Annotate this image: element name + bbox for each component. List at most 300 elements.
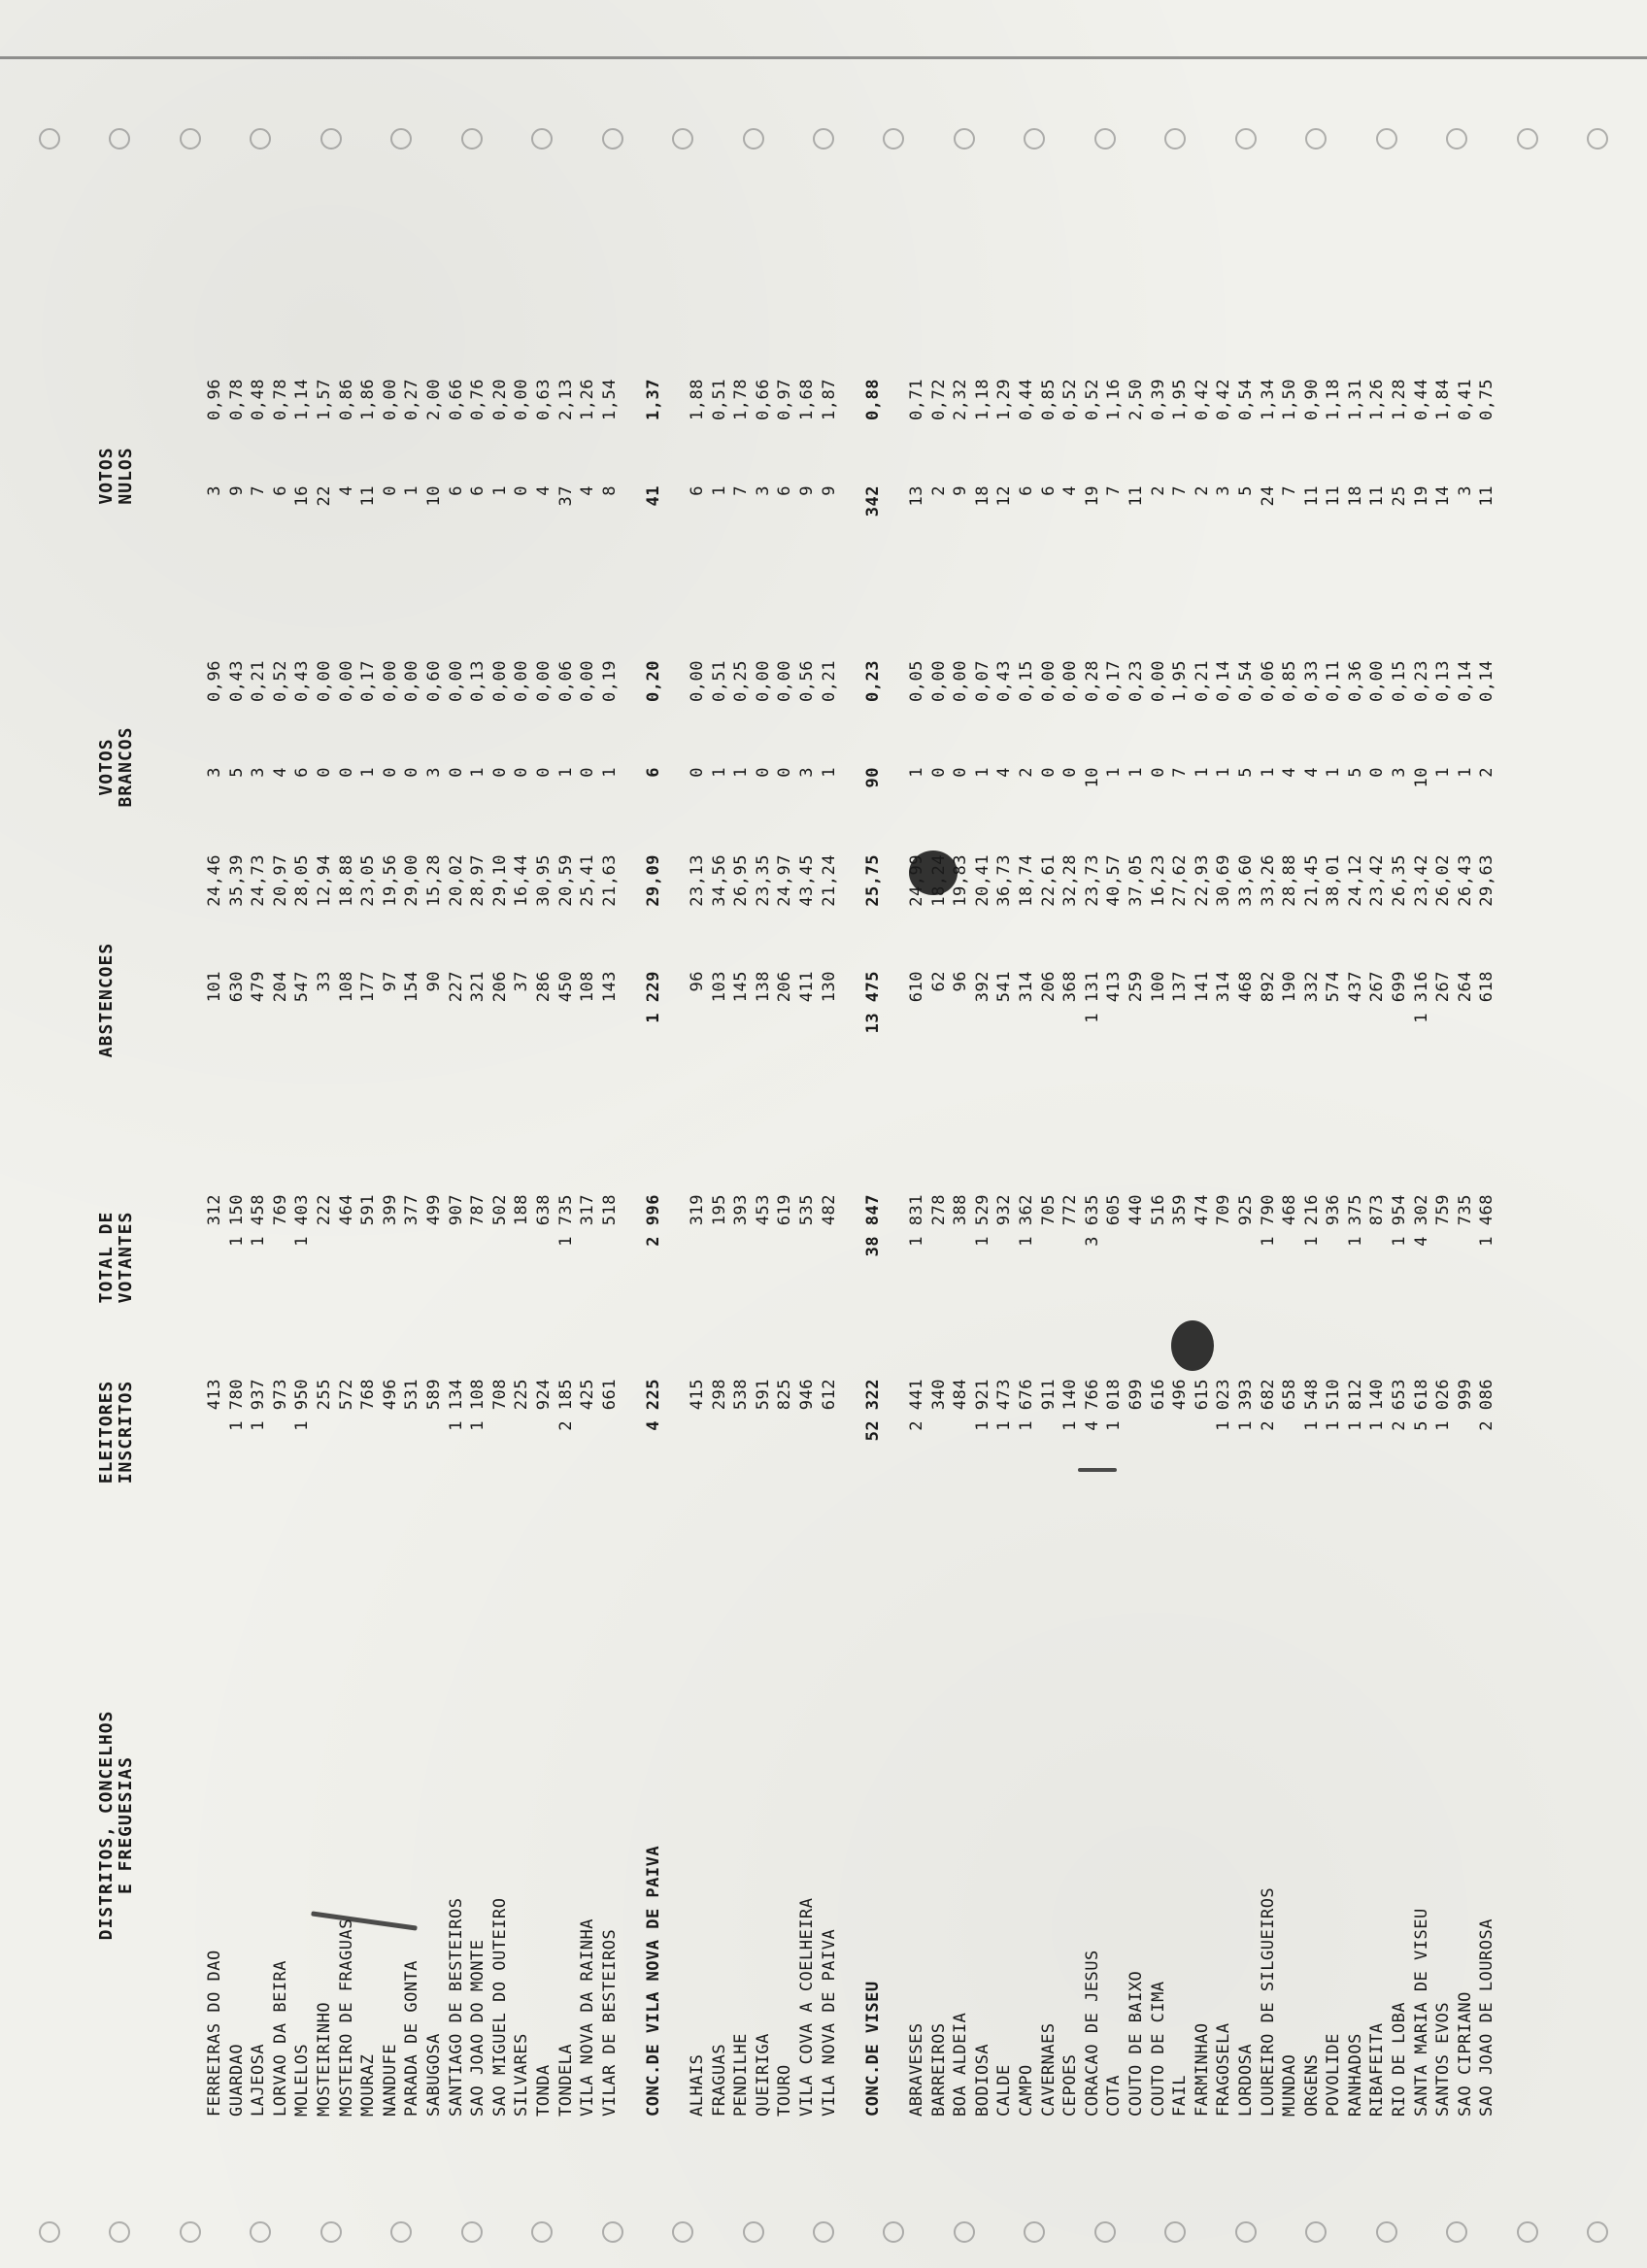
blank-votes-percent: 0,13 [468,660,488,702]
blank-votes: 0 [533,767,554,778]
table-row [906,175,928,2117]
parish-name: CONC.DE VILA NOVA DE PAIVA [643,1845,663,2117]
rotated-table [97,155,1554,2155]
total-voters: 4 302 [1411,1194,1431,1247]
parish-name: CAMPO [1016,2064,1036,2117]
total-voters: 907 [446,1194,466,1226]
abstentions: 547 [292,971,313,1003]
null-votes: 4 [1060,485,1081,496]
blank-votes: 6 [643,767,663,778]
abstentions-percent: 24,46 [205,854,224,907]
blank-votes-percent: 0,60 [423,660,444,702]
null-votes: 7 [249,485,269,496]
table-row [1476,175,1498,2117]
blank-votes-percent: 0,00 [1060,660,1081,702]
table-row [1235,175,1258,2117]
registered-voters: 2 682 [1258,1379,1278,1431]
null-votes: 25 [1390,485,1410,507]
blank-votes: 3 [1390,767,1410,778]
null-votes-percent: 0,88 [862,379,883,420]
abstentions-percent: 26,02 [1433,854,1454,907]
null-votes: 2 [928,485,949,496]
parish-name: CAVERNAES [1038,2022,1059,2117]
blank-votes-percent: 0,56 [797,660,818,702]
tractor-feed-holes-top [39,128,1608,150]
blank-votes-percent: 0,85 [1280,660,1300,702]
abstentions-percent: 37,05 [1126,854,1146,907]
null-votes: 2 [1192,485,1212,496]
parish-name: MOSTEIRO DE FRAGUAS [336,1918,356,2117]
registered-voters: 538 [731,1379,752,1411]
total-voters: 222 [314,1194,334,1226]
registered-voters: 415 [688,1379,708,1411]
registered-voters: 1 950 [292,1379,313,1431]
table-row [226,175,249,2117]
null-votes: 4 [336,485,356,496]
blank-votes-percent: 0,05 [907,660,926,702]
null-votes: 4 [533,485,554,496]
registered-voters: 2 441 [907,1379,926,1431]
null-votes: 0 [512,485,532,496]
blank-votes: 0 [489,767,510,778]
null-votes-percent: 0,63 [533,379,554,420]
parish-name: MOURAZ [358,2053,379,2117]
blank-votes-percent: 0,43 [226,660,247,702]
abstentions: 314 [1016,971,1036,1003]
abstentions-percent: 26,43 [1455,854,1475,907]
header-blank-votes: VOTOS BRANCOS [96,726,136,808]
null-votes: 6 [1038,485,1059,496]
total-voters: 453 [753,1194,773,1226]
registered-voters: 1 676 [1016,1379,1036,1431]
abstentions-percent: 22,93 [1192,854,1212,907]
abstentions: 437 [1345,971,1365,1003]
blank-votes-percent: 0,14 [1214,660,1234,702]
total-voters: 769 [270,1194,290,1226]
total-voters: 464 [336,1194,356,1226]
registered-voters: 1 921 [972,1379,992,1431]
null-votes: 7 [1280,485,1300,496]
total-voters: 709 [1214,1194,1234,1226]
null-votes-percent: 0,71 [907,379,926,420]
total-voters: 1 735 [555,1194,576,1247]
null-votes: 37 [555,485,576,507]
parish-name: RANHADOS [1345,2033,1365,2117]
null-votes: 18 [972,485,992,507]
total-voters: 1 529 [972,1194,992,1247]
abstentions: 190 [1280,971,1300,1003]
total-voters: 482 [819,1194,839,1226]
parish-name: GUARDAO [226,2043,247,2117]
null-votes: 6 [775,485,795,496]
null-votes: 6 [688,485,708,496]
abstentions-percent: 22,61 [1038,854,1059,907]
null-votes-percent: 0,78 [226,379,247,420]
abstentions: 286 [533,971,554,1003]
parish-name: FARMINHAO [1192,2022,1212,2117]
parish-name: SANTA MARIA DE VISEU [1411,1908,1431,2117]
total-voters: 195 [709,1194,729,1226]
abstentions-percent: 32,28 [1060,854,1081,907]
abstentions: 138 [753,971,773,1003]
blank-votes-percent: 0,23 [862,660,883,702]
abstentions-percent: 33,60 [1235,854,1256,907]
table-row [1455,175,1477,2117]
total-voters: 932 [994,1194,1015,1226]
abstentions-percent: 34,56 [709,854,729,907]
registered-voters: 4 225 [643,1379,663,1431]
null-votes-percent: 2,32 [951,379,971,420]
table-row [489,175,512,2117]
abstentions: 479 [249,971,269,1003]
null-votes-percent: 0,51 [709,379,729,420]
abstentions-percent: 23,42 [1367,854,1388,907]
blank-votes-percent: 0,00 [533,660,554,702]
parish-name: BODIOSA [972,2043,992,2117]
total-voters: 317 [578,1194,598,1226]
table-row [511,175,533,2117]
null-votes: 16 [292,485,313,507]
abstentions-percent: 16,44 [512,854,532,907]
total-voters: 499 [423,1194,444,1226]
parish-name: LORDOSA [1235,2043,1256,2117]
null-votes-percent: 0,75 [1477,379,1497,420]
blank-votes-percent: 0,00 [380,660,400,702]
parish-name: SAO CIPRIANO [1455,1991,1475,2117]
null-votes-percent: 0,96 [205,379,224,420]
blank-votes: 1 [907,767,926,778]
null-votes: 1 [489,485,510,496]
registered-voters: 531 [402,1379,422,1411]
total-voters: 3 635 [1082,1194,1102,1247]
null-votes-percent: 1,95 [1170,379,1191,420]
abstentions-percent: 20,97 [270,854,290,907]
abstentions-percent: 38,01 [1324,854,1344,907]
total-voters: 468 [1280,1194,1300,1226]
registered-voters: 2 653 [1390,1379,1410,1431]
null-votes-percent: 2,13 [555,379,576,420]
table-row [1213,175,1235,2117]
abstentions-percent: 29,10 [489,854,510,907]
registered-voters: 2 185 [555,1379,576,1431]
blank-votes: 0 [951,767,971,778]
parish-name: NANDUFE [380,2043,400,2117]
abstentions: 141 [1192,971,1212,1003]
blank-votes: 90 [862,767,883,788]
null-votes: 6 [468,485,488,496]
table-row [928,175,951,2117]
registered-voters: 1 023 [1214,1379,1234,1431]
parish-name: TONDELA [555,2043,576,2117]
registered-voters: 255 [314,1379,334,1411]
parish-name: LOUREIRO DE SILGUEIROS [1258,1886,1278,2117]
null-votes-percent: 0,85 [1038,379,1059,420]
blank-votes: 0 [512,767,532,778]
abstentions: 130 [819,971,839,1003]
null-votes-percent: 1,68 [797,379,818,420]
blank-votes-percent: 0,19 [599,660,620,702]
registered-voters: 924 [533,1379,554,1411]
table-row [1038,175,1060,2117]
blank-votes-percent: 0,25 [731,660,752,702]
total-voters: 873 [1367,1194,1388,1226]
blank-votes: 2 [1016,767,1036,778]
abstentions: 267 [1367,971,1388,1003]
total-voters: 936 [1324,1194,1344,1226]
municipality-total-row [643,175,665,2117]
abstentions: 137 [1170,971,1191,1003]
abstentions: 1 316 [1411,971,1431,1023]
blank-votes-percent: 0,06 [1258,660,1278,702]
table-row [1432,175,1455,2117]
blank-votes: 0 [1038,767,1059,778]
table-row [248,175,270,2117]
registered-voters: 1 780 [226,1379,247,1431]
abstentions: 468 [1235,971,1256,1003]
abstentions-percent: 20,41 [972,854,992,907]
total-voters: 188 [512,1194,532,1226]
blank-votes: 0 [688,767,708,778]
abstentions: 892 [1258,971,1278,1003]
blank-votes-percent: 0,00 [688,660,708,702]
blank-votes-percent: 0,07 [972,660,992,702]
registered-voters: 1 018 [1104,1379,1125,1431]
null-votes-percent: 0,52 [1060,379,1081,420]
abstentions-percent: 24,99 [907,854,926,907]
null-votes-percent: 1,84 [1433,379,1454,420]
blank-votes-percent: 0,00 [1367,660,1388,702]
abstentions: 33 [314,971,334,992]
blank-votes-percent: 0,00 [775,660,795,702]
registered-voters: 661 [599,1379,620,1411]
table-spacer [621,175,643,2117]
abstentions-percent: 25,75 [862,854,883,907]
blank-votes: 1 [731,767,752,778]
table-row [555,175,578,2117]
blank-votes: 0 [1367,767,1388,778]
abstentions-percent: 21,45 [1301,854,1322,907]
parish-name: MOLELOS [292,2043,313,2117]
null-votes: 11 [1477,485,1497,507]
total-voters: 399 [380,1194,400,1226]
blank-votes-percent: 0,36 [1345,660,1365,702]
abstentions: 411 [797,971,818,1003]
table-row [314,175,336,2117]
null-votes: 9 [819,485,839,496]
total-voters: 1 468 [1477,1194,1497,1247]
abstentions: 204 [270,971,290,1003]
abstentions: 1 229 [643,971,663,1023]
null-votes: 9 [951,485,971,496]
total-voters: 319 [688,1194,708,1226]
abstentions: 96 [688,971,708,992]
total-voters: 605 [1104,1194,1125,1226]
blank-votes-percent: 0,11 [1324,660,1344,702]
abstentions-percent: 21,63 [599,854,620,907]
table-row [357,175,380,2117]
abstentions: 62 [928,971,949,992]
abstentions: 206 [1038,971,1059,1003]
parish-name: ORGENS [1301,2053,1322,2117]
parish-name: SAO JOAO DO MONTE [468,1939,488,2117]
parish-name: VILA COVA A COELHEIRA [797,1897,818,2117]
blank-votes-percent: 0,00 [402,660,422,702]
blank-votes: 1 [599,767,620,778]
abstentions-percent: 24,73 [249,854,269,907]
abstentions: 97 [380,971,400,992]
null-votes-percent: 0,66 [446,379,466,420]
total-voters: 638 [533,1194,554,1226]
table-spacer [664,175,687,2117]
abstentions: 1 131 [1082,971,1102,1023]
blank-votes: 3 [249,767,269,778]
blank-votes-percent: 0,14 [1477,660,1497,702]
null-votes-percent: 0,27 [402,379,422,420]
registered-voters: 615 [1192,1379,1212,1411]
blank-votes: 0 [753,767,773,778]
blank-votes-percent: 0,33 [1301,660,1322,702]
blank-votes-percent: 0,21 [249,660,269,702]
blank-votes: 0 [336,767,356,778]
blank-votes: 2 [1477,767,1497,778]
null-votes-percent: 0,42 [1214,379,1234,420]
blank-votes-percent: 0,15 [1390,660,1410,702]
registered-voters: 413 [205,1379,224,1411]
blank-votes: 1 [972,767,992,778]
blank-votes: 1 [709,767,729,778]
blank-votes: 10 [1411,767,1431,788]
blank-votes: 1 [555,767,576,778]
parish-name: TONDA [533,2064,554,2117]
registered-voters: 496 [380,1379,400,1411]
table-row [1279,175,1301,2117]
table-row [1103,175,1126,2117]
null-votes-percent: 0,52 [1082,379,1102,420]
parish-name: FRAGOSELA [1214,2022,1234,2117]
null-votes: 41 [643,485,663,507]
blank-votes: 4 [270,767,290,778]
table-row [1258,175,1280,2117]
table-row [467,175,489,2117]
blank-votes-percent: 0,00 [578,660,598,702]
null-votes-percent: 0,39 [1148,379,1168,420]
registered-voters: 911 [1038,1379,1059,1411]
blank-votes-percent: 0,00 [753,660,773,702]
abstentions-percent: 29,63 [1477,854,1497,907]
null-votes-percent: 0,90 [1301,379,1322,420]
blank-votes-percent: 0,00 [446,660,466,702]
abstentions: 100 [1148,971,1168,1003]
parish-name: PENDILHE [731,2033,752,2117]
table-row [1016,175,1038,2117]
parish-name: SANTIAGO DE BESTEIROS [446,1897,466,2117]
abstentions: 154 [402,971,422,1003]
null-votes-percent: 0,44 [1016,379,1036,420]
table-row [993,175,1016,2117]
total-voters: 787 [468,1194,488,1226]
abstentions-percent: 26,35 [1390,854,1410,907]
table-spacer [884,175,906,2117]
abstentions-percent: 23,05 [358,854,379,907]
abstentions: 368 [1060,971,1081,1003]
table-row [1323,175,1345,2117]
null-votes: 11 [1324,485,1344,507]
blank-votes: 0 [1148,767,1168,778]
blank-votes: 0 [446,767,466,778]
null-votes: 4 [578,485,598,496]
parish-name: CALDE [994,2064,1015,2117]
null-votes-percent: 0,78 [270,379,290,420]
table-row [1345,175,1367,2117]
total-voters: 1 216 [1301,1194,1322,1247]
parish-name: FERREIRAS DO DAO [205,1950,224,2117]
blank-votes: 4 [994,767,1015,778]
parish-name: SAO JOAO DE LOUROSA [1477,1918,1497,2117]
table-row [1411,175,1433,2117]
blank-votes: 1 [1455,767,1475,778]
abstentions: 413 [1104,971,1125,1003]
blank-votes-percent: 0,23 [1411,660,1431,702]
blank-votes-percent: 0,51 [709,660,729,702]
table-row [687,175,709,2117]
total-voters: 535 [797,1194,818,1226]
total-voters: 591 [358,1194,379,1226]
total-voters: 2 996 [643,1194,663,1247]
parish-name: FRAGUAS [709,2043,729,2117]
blank-votes: 6 [292,767,313,778]
blank-votes: 1 [1258,767,1278,778]
null-votes: 14 [1433,485,1454,507]
abstentions-percent: 23,42 [1411,854,1431,907]
blank-votes: 1 [1192,767,1212,778]
registered-voters: 616 [1148,1379,1168,1411]
table-row [204,175,226,2117]
abstentions-percent: 18,74 [1016,854,1036,907]
null-votes: 11 [1367,485,1388,507]
abstentions: 259 [1126,971,1146,1003]
registered-voters: 572 [336,1379,356,1411]
registered-voters: 225 [512,1379,532,1411]
total-voters: 359 [1170,1194,1191,1226]
null-votes: 9 [797,485,818,496]
total-voters: 925 [1235,1194,1256,1226]
null-votes-percent: 0,44 [1411,379,1431,420]
null-votes: 24 [1258,485,1278,507]
abstentions: 332 [1301,971,1322,1003]
abstentions-percent: 28,05 [292,854,313,907]
blank-votes-percent: 0,43 [994,660,1015,702]
null-votes: 19 [1082,485,1102,507]
parish-name: CEPOES [1060,2053,1081,2117]
blank-votes: 1 [1214,767,1234,778]
blank-votes-percent: 0,21 [819,660,839,702]
registered-voters: 1 026 [1433,1379,1454,1431]
blank-votes: 0 [314,767,334,778]
table-row [819,175,841,2117]
registered-voters: 298 [709,1379,729,1411]
null-votes: 11 [358,485,379,507]
total-voters: 735 [1455,1194,1475,1226]
abstentions-percent: 18,24 [928,854,949,907]
abstentions: 392 [972,971,992,1003]
abstentions-percent: 20,02 [446,854,466,907]
blank-votes-percent: 0,00 [336,660,356,702]
registered-voters: 4 766 [1082,1379,1102,1431]
null-votes-percent: 2,50 [1126,379,1146,420]
blank-votes-percent: 0,00 [1148,660,1168,702]
null-votes: 7 [1104,485,1125,496]
abstentions-percent: 15,28 [423,854,444,907]
